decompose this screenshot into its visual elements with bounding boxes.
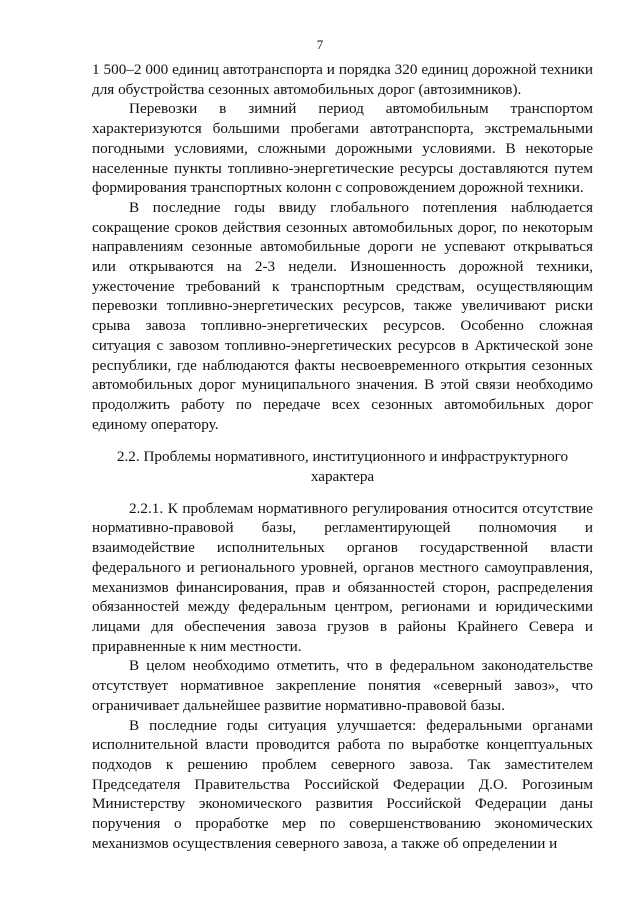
paragraph-fleet-count: 1 500–2 000 единиц автотранспорта и порядка 320 единиц дорожной техники для обустройства сезонных автомобильных дорог (автозимников). <box>92 61 593 98</box>
paragraph-regulatory-problems: 2.2.1. К проблемам нормативного регулирования относится отсутствие нормативно-правовой базы, регламентирующей полномочия и взаимодействие исполнительных органов государственной власти федерального и регионального уровней, органов местного самоуправления, механизмов финансирования, прав и обязанностей сторон, распределения обязанностей между федеральным центром, регионами и юридическими лицами для обеспечения завоза грузов в районы Крайнего Севера и приравненные к ним местности. <box>92 499 593 655</box>
page-number: 7 <box>316 37 324 52</box>
paragraph-winter-transport: Перевозки в зимний период автомобильным транспортом характеризуются большими пробегами автотранспорта, экстремальными погодными условиями, сложными дорожными условиями. В некоторые населенные пункты топливно-энергетические ресурсы доставляются путем формирования транспортных колонн с сопровождением дорожной техники. <box>92 100 593 197</box>
paragraph-recent-improvements: В последние годы ситуация улучшается: федеральными органами исполнительной власти проводится работа по выработке концептуальных подходов к решению проблем северного завоза. Так заместителем Председателя Правительства Российской Федерации Д.О. Рогозиным Министерству экономического развития Российской Федерации даны поручения о проработке мер по совершенствованию экономических механизмов осуществления северного завоза, а также об определении и <box>92 716 593 852</box>
paragraph-global-warming: В последние годы ввиду глобального потепления наблюдается сокращение сроков действия сезонных автомобильных дорог, по некоторым направлениям сезонные автомобильные дороги не успевают открываться или открываются на 2-3 недели. Изношенность дорожной техники, ужесточение требований к транспортным средствам, осуществляющим перевозки топливно-энергетических ресурсов, также увеличивают риски срыва завоза топливно-энергетических ресурсов. Особенно сложная ситуация с завозом топливно-энергетических ресурсов в Арктической зоне республики, где наблюдаются факты несвоевременного открытия сезонных автомобильных дорог муниципального значения. В этой связи необходимо продолжить работу по передаче всех сезонных автомобильных дорог единому оператору. <box>92 198 593 433</box>
paragraph-federal-legislation: В целом необходимо отметить, что в федеральном законодательстве отсутствует нормативное закрепление понятия «северный завоз», что ограничивает дальнейшее развитие нормативно-правовой базы. <box>92 657 593 714</box>
section-heading: 2.2. Проблемы нормативного, институционного и инфраструктурного характера <box>116 448 569 486</box>
document-body <box>92 60 593 853</box>
